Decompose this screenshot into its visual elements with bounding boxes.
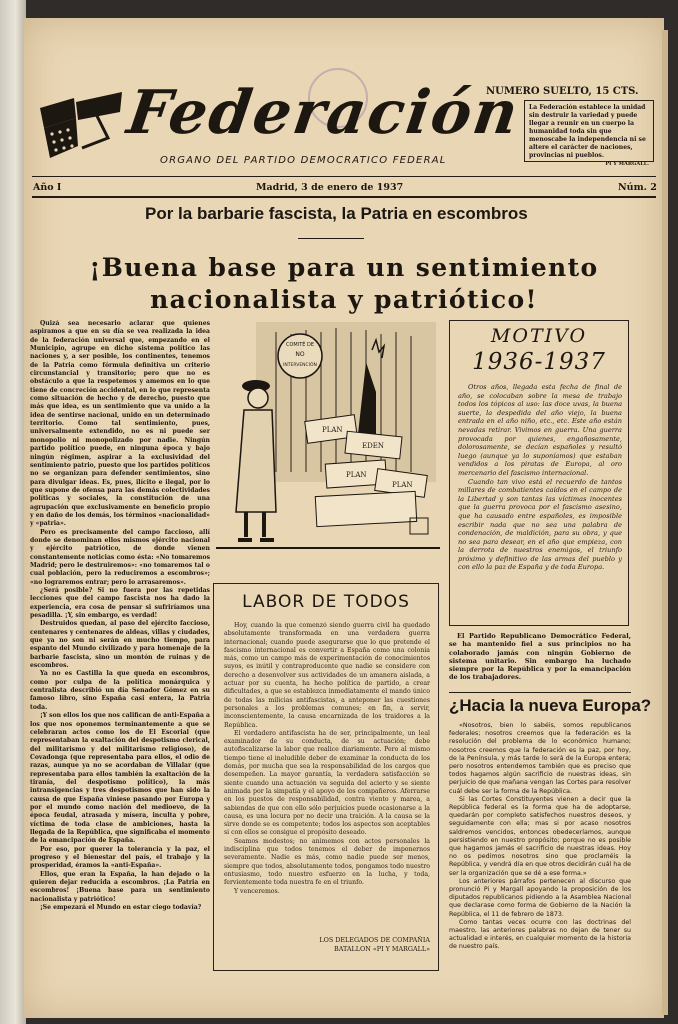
motivo-title: MOTIVO	[490, 325, 588, 347]
price-label: NUMERO SUELTO, 15 CTS.	[486, 86, 639, 97]
article-paragraph: Ellos, que eran la España, la han dejado o la quieren dejar reducida a escombros. ¡La Patria en escombros! ¡Buena base para un sentimiento nacionalista y patriótico!	[30, 870, 210, 903]
cartoon-sign-line-1: COMITÉ DE	[285, 342, 315, 348]
dateline-number: Núm. 2	[618, 182, 657, 193]
article-paragraph: Por eso, por querer la tolerancia y la paz, el progreso y el bienestar del país, el trabajo y la prosperidad, éramos la «anti-España».	[30, 845, 210, 870]
labor-signature	[224, 936, 430, 954]
article-paragraph: Quizá sea necesario aclarar que quienes aspiramos a que en su día se vea realizada la idea de la federación universal que, empezando en el Municipio, agrupe en dicho sistema político las naciones y, a ser posible, los continentes, tenemos de la Patria como fórmula definitiva un criterio circunstancial y transitorio; pero que no es obstáculo a que la respetemos y amemos en lo que tiene de concreción accidental, en lo que representa como situación de hecho y de derecho, puesto que más que idea, es un sentimiento que va unido a la idea de sentirse nacional, unido en un determinado territorio. Como tal sentimiento, pues, universalmente extendido, no es ni puede ser monopolio ni monopolizado por nadie. Ningún partido político puede, en ninguna época y bajo ningún régimen, aspirar a la exclusividad del sentimiento patrio, puesto que los partidos políticos no se organizan para defender sentimientos, sino para divulgar ideas. Es, pues, ilícito e ilegal, por lo que supone de ofensa para las demás colectividades políticas y sociales, la constitución de una agrupación que exclusivamente en beneficio propio y en daño de los demás, los términos «nacionalidad» y «patria».	[30, 320, 210, 528]
cartoon-paper-label: PLAN	[322, 426, 343, 434]
masthead-rule-top	[32, 176, 656, 177]
article-left-column	[30, 320, 210, 995]
europa-paragraph: Si las Cortes Constituyentes vienen a decir que la República federal es la forma que ha de adoptarse, quedarán por completo satisfechos nuestros deseos, y seguidamente con ella; mas si por acaso nosotros saldremos vencidos, entonces obedeceríamos, aunque persistiendo en nuestro propósito; porque no es posible que hagamos jamás el sacrificio de nuestras ideas. Hoy no os pedimos nosotros sino que proclaméis la República, y vendrá día en que otros decidirán cuál ha de ser la organización que se dé a ese forma.»	[449, 795, 631, 877]
article-paragraph: ¡Y son ellos los que nos califican de anti-España a los que nos oponemos terminantemente a que se celebraran actos como los de El Escorial (que representaban la exaltación del despotismo clerical, del militarismo y del militarismo religioso), de Covadonga (que representaba para ellos, el odio de razas, aunque ya no se acordaban de Villalar (que representaba para ellos también la exaltación de la tiranía, del despotismo político), la más intransigencias y tres despotismos que han sido la causa de que España viniese pasando por Europa y por el mundo como nación del medioevo, de la época feudal, atrasada y mísera, inculta y pobre, víctima de toda clase de ambiciones, hasta la llegada de la República, que significaba el momento de la emancipación de España.	[30, 712, 210, 845]
dateline-year: Año I	[33, 182, 62, 193]
kicker-rule	[298, 238, 364, 239]
kicker-headline: Por la barbarie fascista, la Patria en escombros	[145, 204, 528, 223]
article-paragraph: Pero es precisamente del campo faccioso, allí donde se denominan ellos mismos ejército nacional y ejército patriótico, de donde vienen constantemente noticias como ésta: «No tomaremos Madrid; pero le destruiremos»: «no tomaremos tal o cual población, pero la reduciremos a escombros»; «no lograremos entrar; pero lo arrasaremos».	[30, 528, 210, 586]
article-paragraph: ¿Será posible? Si no fuera por las repetidas lecciones que del campo fascista nos ha dado la experiencia, era cosa de pensar si sufriríamos una pesadilla. ¡Y, sin embargo, es verdad!	[30, 587, 210, 620]
cartoon-sign-line-3: INTERVENCIÓN	[283, 363, 317, 368]
cartoon-illustration	[216, 322, 440, 562]
cartoon-paper-label: PLAN	[346, 471, 367, 479]
labor-paragraph: El verdadero antifascista ha de ser, principalmente, un leal examinador de su conducta, de su actuación; debe autofiscalizarse la labor que realice diariamente. Pero al mismo tiempo tiene el ineludible deber de examinar la conducta de los demás, por mucha que sea la responsabilidad de los cargos que desempeñen. La mayor garantía, la verdadera satisfacción se siente cuando una actuación va seguida del acierto y se siente animada por la simpatía y el apoyo de los compañeros. Aferrarse en los puestos de responsabilidad, contra viento y marea, a sabiendas de que con ello sólo perjuicios puede ocasionarse a la causa, es una locura por no decir una traición. A la causa se la sirve donde se es competente; todos los aspectos son aceptables si con ellos se consigue el propósito deseado.	[224, 729, 430, 837]
labor-paragraph: Seamos modestos; no animemos con actos personales la indisciplina que todos tenemos el deber de imponernos severamente. Nadie es más, como nadie puede ser menos, siempre que todos, absolutamente todos, pongamos todo nuestro entusiasmo, todo nuestro esfuerzo en la lucha, y toda, fervientemente toda nuestra fe en el triunfo.	[224, 837, 430, 887]
labor-signature-line: BATALLON «PI Y MARGALL»	[334, 945, 430, 953]
europa-paragraph: Como tantas veces ocurre con las doctrinas del maestro, las anteriores palabras no dejan de tener su actualidad e interés, en cualquier momento de la historia de nuestro país.	[449, 918, 631, 951]
masthead-title: Federación	[123, 78, 524, 148]
masthead-rule-bottom	[32, 196, 656, 198]
article-paragraph: ¡Se empezará el Mundo en estar ciego todavía?	[40, 904, 202, 912]
masthead-subtitle: ORGANO DEL PARTIDO DEMOCRATICO FEDERAL	[160, 155, 447, 166]
dateline-date: Madrid, 3 de enero de 1937	[256, 182, 404, 193]
labor-signature-line: LOS DELEGADOS DE COMPAÑIA	[319, 936, 430, 944]
motivo-paragraph: Cuando tan vivo está el recuerdo de tantos millares de combatientes caídos en el campo de la Libertad y son tantas las víctimas inocentes que la guerra provoca por el fascismo asesino, que ha causado entre españoles, es imposible escribir nada que no sea una palabra de condenación, de maldición, para su obra, y que no sea para desear, en el año que empieza, con la derrota de nuestros enemigos, el triunfo próximo y definitivo de las armas del pueblo y con ello la paz de España y de toda Europa.	[458, 477, 622, 572]
masthead-quote-box	[524, 100, 654, 167]
flag-logo-icon	[36, 88, 126, 162]
paper-edge	[662, 30, 668, 1015]
prd-note: El Partido Republicano Democrático Federal, se ha mantenido fiel a sus principios no ha colaborado jamás con ningún Gobierno de sistema unitario. Sin embargo ha luchado siempre por la República y por la emancipación de los trabajadores.	[449, 632, 631, 682]
europa-heading: ¿Hacia la nueva Europa?	[449, 696, 652, 715]
motivo-years: 1936-1937	[472, 349, 606, 375]
cartoon-paper-label: PLAN	[392, 481, 413, 489]
article-paragraph: Ya no es Castilla la que queda en escombros, como por culpa de la política monárquica y centralista describió un día Senador Gómez en su famoso libro, sino España casi entera, la Patria toda.	[30, 670, 210, 711]
labor-de-todos-box	[213, 583, 439, 971]
main-headline	[30, 252, 658, 316]
europa-paragraph: Los anteriores párrafos pertenecen al discurso que pronunció Pi y Margall apoyando la proposición de los diputados republicanos pidiendo a la Asamblea Nacional que declarase como forma de Gobierno de la Nación la República, el 11 de febrero de 1873.	[449, 877, 631, 918]
motivo-box	[449, 320, 629, 626]
labor-paragraph: Y venceremos.	[234, 887, 280, 895]
headline-line-1: ¡Buena base para un sentimiento	[89, 253, 599, 282]
masthead-quote: La Federación establece la unidad sin destruir la variedad y puede llegar a reunir en un cuerpo la humanidad toda sin que menoscabe la independencia ni se altere el carácter de naciones, provincias ni pueblos.	[529, 104, 646, 159]
europa-paragraph: «Nosotros, bien lo sabéis, somos republicanos federales; nosotros creemos que la federación es la resolución del problema de lo económico humano; nosotros creemos que la federación es la paz, por hoy, de la Península, y más tarde lo será de la Europa entera; pero nosotros entendemos también que es preciso que todos hagamos algún sacrificio de nuestras ideas, sin perjuicio de que mañana vengan las Cortes para resolver cuál debe ser la forma de la República.	[449, 722, 631, 795]
cartoon-sign-line-2: NO	[295, 351, 305, 358]
prd-rule	[449, 692, 631, 693]
motivo-paragraph: Otros años, llegada esta fecha de final de año, se colocaban sobre la mesa de trabajo todos los tópicos al uso: las doce uvas, la buena suerte, la despedida del año viejo, la buena entrada en el año niño, etc., etc. Este año están nevadas retirar. Vivimos en guerra. Una guerra provocada por quienes, engañosamente, dolorosamente, se decían españoles y resultó luego (aunque ya lo suponíamos) que estaban vendidos a los piratas de Europa, al oro mercenario del fascismo internacional.	[458, 383, 622, 477]
labor-paragraph: Hoy, cuando la que comenzó siendo guerra civil ha quedado absolutamente transformada en una verdadera guerra internacional; cuando puede asegurarse que lo que pretende el fascismo internacional es convertir a España como una colonia más, como un campo más de experimentación de conocimientos suyos, es inútil y contraproducente que nadie se considere con derecho a desenvolver sus actividades de un amanera aislada, a actuar por su cuenta, ha hecho política de partido, a crear dificultades, a que se establezca inmediatamente el mando único de todas las milicias antifascistas, a anteponer las cuestiones personales a los problemas comunes; en fin, a servir, inconscientemente, la causa encarnizada de los traidores a la República.	[224, 622, 430, 729]
motivo-body	[458, 383, 622, 623]
article-paragraph: Destruidos quedan, al paso del ejército faccioso, centenares y centenares de aldeas, villas y ciudades, que ya no son ni serán en mucho tiempo, para espanto del Mundo civilizado y para homenaje de la barbarie fascista, sino un montón de ruinas y de escombros.	[30, 620, 210, 670]
labor-body	[224, 622, 430, 922]
headline-line-2: nacionalista y patriótico!	[150, 285, 538, 314]
masthead-quote-author: PI Y MARGALL.	[605, 161, 649, 167]
labor-title: LABOR DE TODOS	[242, 592, 410, 612]
europa-body	[449, 722, 631, 984]
binding-strip	[0, 0, 26, 1024]
cartoon-paper-label: EDEN	[362, 442, 384, 450]
